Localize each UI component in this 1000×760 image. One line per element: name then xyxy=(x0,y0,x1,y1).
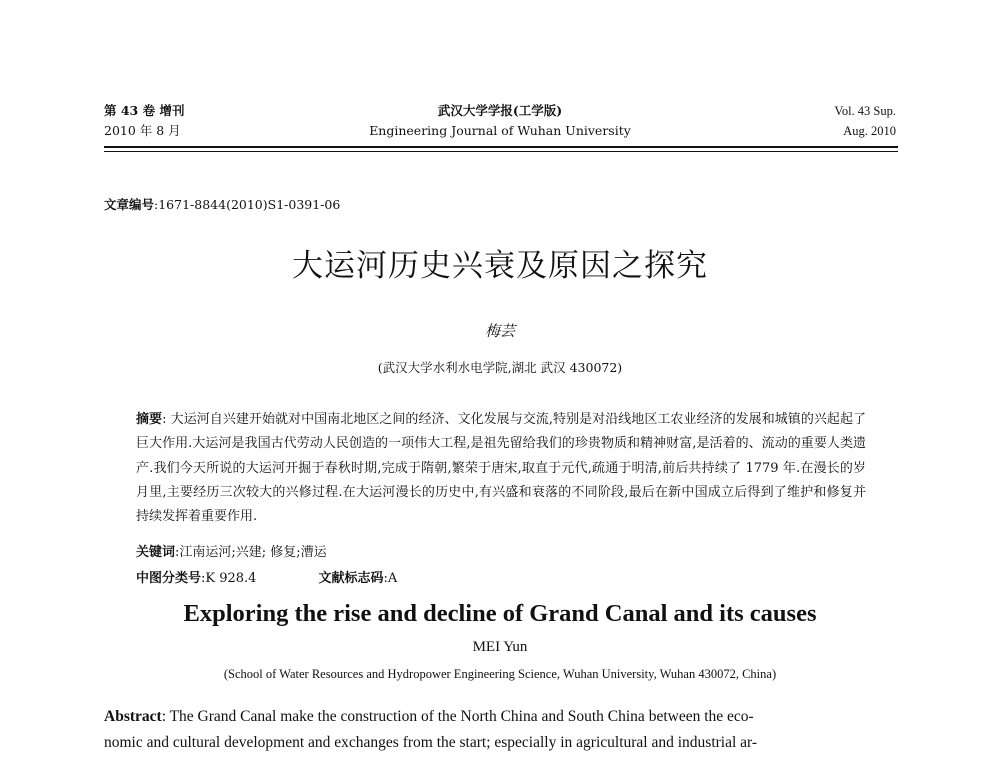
title-en: Exploring the rise and decline of Grand Canal and its causes xyxy=(183,600,817,627)
affiliation-cn: (武汉大学水利水电学院,湖北 武汉 430072) xyxy=(377,360,623,375)
volume-issue: 第 43 卷 增刊 xyxy=(104,103,185,118)
keywords-cn-label: 关键词 xyxy=(136,545,176,560)
journal-name-en: Engineering Journal of Wuhan University xyxy=(369,123,631,138)
classification xyxy=(136,567,397,586)
publication-date: 2010 年 8 月 xyxy=(104,123,181,138)
abstract-en-label: Abstract xyxy=(104,708,162,725)
author-cn: 梅芸 xyxy=(484,322,515,340)
article-number-value: :1671-8844(2010)S1-0391-06 xyxy=(154,197,341,212)
volume-issue-en: Vol. 43 Sup. xyxy=(834,104,896,118)
keywords-cn-text: :江南运河;兴建; 修复;漕运 xyxy=(175,545,327,560)
journal-name xyxy=(330,101,670,141)
doc-code-value: :A xyxy=(383,571,398,586)
affiliation-en: (School of Water Resources and Hydropower Engineering Science, Wuhan University, Wuhan 430072, China) xyxy=(223,667,777,681)
header-rule-thick xyxy=(104,146,898,148)
keywords-cn xyxy=(136,541,327,560)
clc-label: 中图分类号 xyxy=(136,571,202,586)
journal-volume-info xyxy=(104,101,184,141)
abstract-en-text-1: : The Grand Canal make the construction of the North China and South China between the eco- xyxy=(161,708,754,725)
abstract-en-line xyxy=(104,704,900,730)
journal-volume-info-en xyxy=(834,101,896,141)
abstract-cn xyxy=(136,408,866,529)
article-number xyxy=(104,195,340,213)
journal-name-cn: 武汉大学学报(工学版) xyxy=(437,103,563,118)
publication-date-en: Aug. 2010 xyxy=(843,124,896,138)
author-en: MEI Yun xyxy=(472,639,528,655)
abstract-en-text-2: nomic and cultural development and exchanges from the start; especially in agricultural and industrial ar- xyxy=(104,734,758,751)
header-rule-thin xyxy=(104,151,898,152)
abstract-cn-text: : 大运河自兴建开始就对中国南北地区之间的经济、文化发展与交流,特别是对沿线地区工农业经济的发展和城镇的兴起起了巨大作用.大运河是我国古代劳动人民创造的一项伟大工程,是祖先留给我们的珍贵物质和精神财富,是活着的、流动的重要人类遗产.我们今天所说的大运河开掘于春秋时期,完成于隋朝,繁荣于唐宋,取直于元代,疏通于明清,前后共持续了 1779 年.在漫长的岁月里,主要经历三次较大的兴修过程.在大运河漫长的历史中,有兴盛和衰落的不同阶段,最后在新中国成立后得到了维护和修复并持续发挥着重要作用. xyxy=(136,412,866,525)
abstract-en xyxy=(104,704,900,756)
clc-value: :K 928.4 xyxy=(201,571,257,586)
abstract-cn-label: 摘要 xyxy=(136,412,163,427)
article-number-label: 文章编号 xyxy=(104,197,155,212)
doc-code-label: 文献标志码 xyxy=(318,571,384,586)
title-cn: 大运河历史兴衰及原因之探究 xyxy=(292,248,708,284)
